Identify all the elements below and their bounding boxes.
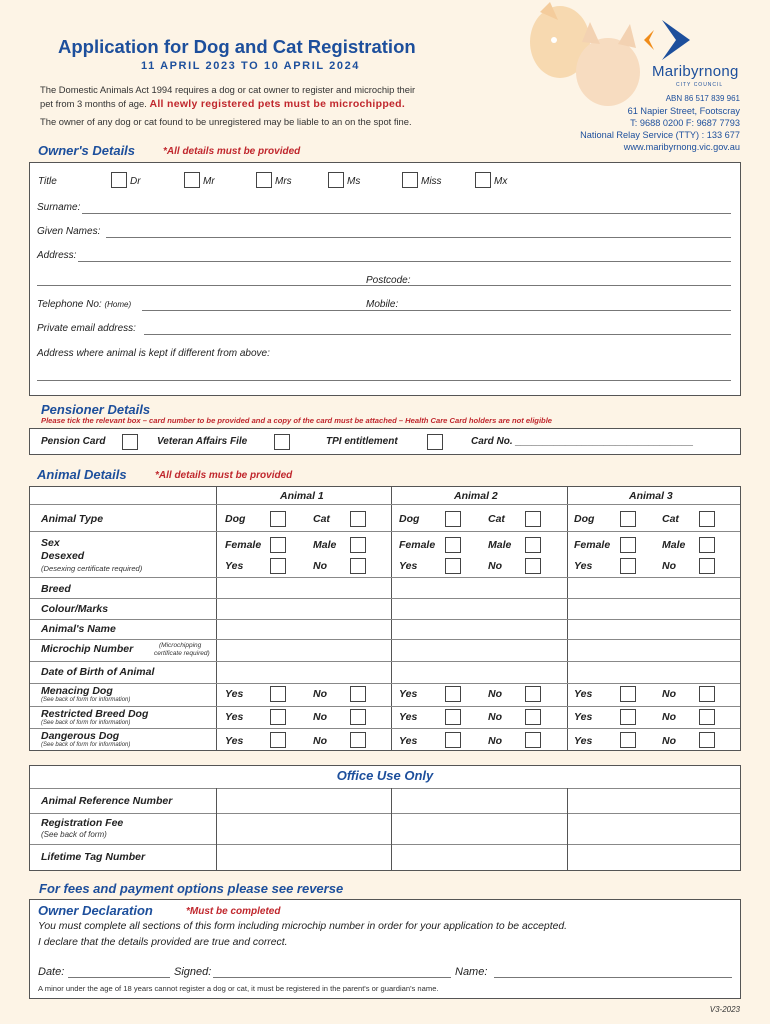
restricted-breed-label: Restricted Breed Dog — [41, 708, 149, 720]
title-ms-label: Ms — [347, 176, 361, 187]
name-label: Name: — [455, 966, 488, 978]
date-label: Date: — [38, 966, 65, 978]
address-field[interactable] — [78, 261, 731, 262]
animal-2-male-checkbox[interactable] — [525, 537, 541, 553]
declaration-line-2: I declare that the details provided are true and correct. — [38, 937, 288, 948]
microchip-label: Microchip Number — [41, 643, 134, 655]
animal-3-dog-checkbox[interactable] — [620, 511, 636, 527]
row-divider — [30, 706, 740, 707]
animal-1-restricted-no-checkbox[interactable] — [350, 709, 366, 725]
office-use-title: Office Use Only — [336, 768, 434, 783]
animal-2-dangerous-yes-checkbox[interactable] — [445, 732, 461, 748]
title-miss-checkbox[interactable] — [402, 172, 418, 188]
surname-field[interactable] — [82, 213, 731, 214]
animal-1-dangerous-yes-checkbox[interactable] — [270, 732, 286, 748]
row-divider — [30, 788, 740, 789]
animal-2-menacing-yes-label: Yes — [399, 688, 418, 700]
registration-period: 11 APRIL 2023 TO 10 APRIL 2024 — [141, 60, 361, 72]
microchip-hint-1: (Microchipping — [159, 642, 202, 649]
sex-label: Sex — [41, 537, 60, 549]
menacing-dog-label: Menacing Dog — [41, 685, 113, 697]
animal-section-title: Animal Details — [37, 467, 127, 482]
address-line-2-field[interactable] — [37, 285, 731, 286]
animal-3-male-checkbox[interactable] — [699, 537, 715, 553]
animal-1-menacing-no-label: No — [313, 688, 327, 700]
animal-2-menacing-yes-checkbox[interactable] — [445, 686, 461, 702]
animal-3-dangerous-yes-checkbox[interactable] — [620, 732, 636, 748]
council-website[interactable]: www.maribyrnong.vic.gov.au — [623, 142, 740, 152]
animal-2-desexed-yes-label: Yes — [399, 560, 418, 572]
pension-card-checkbox[interactable] — [122, 434, 138, 450]
council-name: Maribyrnong — [652, 63, 739, 80]
owner-section-note: *All details must be provided — [163, 146, 301, 157]
title-dr-label: Dr — [130, 176, 141, 187]
animal-3-menacing-yes-checkbox[interactable] — [620, 686, 636, 702]
column-divider — [216, 788, 217, 870]
animal-1-menacing-yes-checkbox[interactable] — [270, 686, 286, 702]
address-label: Address: — [37, 250, 77, 261]
title-mr-label: Mr — [203, 176, 215, 187]
animal-2-restricted-no-label: No — [488, 711, 502, 723]
intro-text-3: The owner of any dog or cat found to be unregistered may be liable to an on the spot fine. — [40, 116, 412, 127]
email-label: Private email address: — [37, 323, 136, 334]
pensioner-note: Please tick the relevant box – card number to be provided and a copy of the card must be attached – Health Care Card holders are not eligible — [41, 416, 553, 425]
surname-label: Surname: — [37, 202, 81, 213]
telephone-field[interactable] — [142, 310, 731, 311]
animal-2-menacing-no-checkbox[interactable] — [525, 686, 541, 702]
animal-1-cat-checkbox[interactable] — [350, 511, 366, 527]
animal-3-restricted-no-checkbox[interactable] — [699, 709, 715, 725]
animal-reference-label: Animal Reference Number — [41, 795, 173, 807]
animal-1-desexed-yes-checkbox[interactable] — [270, 558, 286, 574]
title-mx-checkbox[interactable] — [475, 172, 491, 188]
restricted-breed-hint: (See back of form for information) — [41, 720, 131, 726]
animal-2-cat-label: Cat — [488, 513, 505, 525]
row-divider — [30, 577, 740, 578]
animal-3-desexed-no-label: No — [662, 560, 676, 572]
name-field[interactable] — [494, 977, 732, 978]
owner-section-title: Owner's Details — [38, 143, 136, 158]
column-divider — [391, 788, 392, 870]
alt-address-field[interactable] — [37, 380, 731, 381]
animal-name-label: Animal's Name — [41, 623, 116, 635]
declaration-line-1: You must complete all sections of this form including microchip number in order for your application to be accepted. — [38, 921, 568, 932]
email-field[interactable] — [144, 334, 731, 335]
animal-2-male-label: Male — [488, 539, 512, 551]
animal-1-female-label: Female — [225, 539, 262, 551]
form-version: V3-2023 — [709, 1005, 740, 1014]
title-mx-label: Mx — [494, 176, 508, 187]
row-divider — [30, 813, 740, 814]
row-divider — [30, 844, 740, 845]
date-field[interactable] — [68, 977, 170, 978]
intro-text-2-prefix: pet from 3 months of age. — [40, 98, 147, 109]
row-divider — [30, 531, 740, 532]
animal-3-menacing-yes-label: Yes — [574, 688, 593, 700]
animal-details-table — [29, 486, 741, 751]
dangerous-dog-hint: (See back of form for information) — [41, 742, 131, 748]
animal-2-female-checkbox[interactable] — [445, 537, 461, 553]
animal-3-menacing-no-label: No — [662, 688, 676, 700]
declaration-note: *Must be completed — [186, 906, 281, 917]
postcode-label: Postcode: — [366, 275, 411, 286]
animal-1-male-label: Male — [313, 539, 337, 551]
title-ms-checkbox[interactable] — [328, 172, 344, 188]
row-divider — [30, 598, 740, 599]
title-mrs-checkbox[interactable] — [256, 172, 272, 188]
council-relay: National Relay Service (TTY) : 133 677 — [580, 130, 740, 140]
animal-section-note: *All details must be provided — [155, 470, 293, 481]
animal-2-restricted-yes-label: Yes — [399, 711, 418, 723]
animal-1-dog-checkbox[interactable] — [270, 511, 286, 527]
column-divider — [567, 788, 568, 870]
signature-field[interactable] — [213, 977, 451, 978]
animal-2-menacing-no-label: No — [488, 688, 502, 700]
animal-2-dangerous-yes-label: Yes — [399, 735, 418, 747]
animal-3-menacing-no-checkbox[interactable] — [699, 686, 715, 702]
pensioner-section-title: Pensioner Details — [41, 402, 151, 417]
given-names-field[interactable] — [106, 237, 731, 238]
animal-3-female-checkbox[interactable] — [620, 537, 636, 553]
animal-2-dangerous-no-label: No — [488, 735, 502, 747]
veteran-affairs-checkbox[interactable] — [274, 434, 290, 450]
tpi-checkbox[interactable] — [427, 434, 443, 450]
animal-1-dangerous-no-label: No — [313, 735, 327, 747]
registration-fee-hint: (See back of form) — [41, 830, 107, 839]
row-divider — [30, 619, 740, 620]
animal-2-header: Animal 2 — [454, 490, 498, 502]
fees-note: For fees and payment options please see reverse — [39, 881, 344, 896]
title-label: Title — [38, 176, 57, 187]
animal-1-female-checkbox[interactable] — [270, 537, 286, 553]
alt-address-label: Address where animal is kept if different from above: — [37, 348, 270, 359]
animal-2-desexed-yes-checkbox[interactable] — [445, 558, 461, 574]
row-divider — [30, 639, 740, 640]
office-use-panel — [29, 765, 741, 871]
row-divider — [30, 661, 740, 662]
animal-1-restricted-yes-checkbox[interactable] — [270, 709, 286, 725]
animal-3-dangerous-yes-label: Yes — [574, 735, 593, 747]
animal-1-cat-label: Cat — [313, 513, 330, 525]
animal-2-desexed-no-label: No — [488, 560, 502, 572]
breed-label: Breed — [41, 583, 71, 595]
mobile-label: Mobile: — [366, 299, 399, 310]
animal-3-desexed-yes-checkbox[interactable] — [620, 558, 636, 574]
council-abn: ABN 86 517 839 961 — [665, 94, 740, 103]
council-phone: T: 9688 0200 F: 9687 7793 — [630, 118, 740, 128]
animal-2-cat-checkbox[interactable] — [525, 511, 541, 527]
animal-3-dangerous-no-checkbox[interactable] — [699, 732, 715, 748]
animal-1-desexed-yes-label: Yes — [225, 560, 244, 572]
animal-3-cat-label: Cat — [662, 513, 679, 525]
microchip-warning: All newly registered pets must be microchipped. — [149, 98, 406, 110]
title-dr-checkbox[interactable] — [111, 172, 127, 188]
desexed-hint: (Desexing certificate required) — [41, 564, 143, 573]
pension-card-label: Pension Card — [41, 436, 106, 447]
page-title: Application for Dog and Cat Registration — [58, 36, 416, 57]
animal-2-desexed-no-checkbox[interactable] — [525, 558, 541, 574]
animal-type-label: Animal Type — [41, 513, 104, 525]
animal-3-desexed-no-checkbox[interactable] — [699, 558, 715, 574]
telephone-hint: (Home) — [104, 300, 132, 309]
row-divider — [30, 683, 740, 684]
colour-label: Colour/Marks — [41, 603, 109, 615]
animal-1-dangerous-yes-label: Yes — [225, 735, 244, 747]
council-subtitle: CITY COUNCIL — [676, 82, 724, 88]
title-mr-checkbox[interactable] — [184, 172, 200, 188]
animal-2-dog-checkbox[interactable] — [445, 511, 461, 527]
animal-3-male-label: Male — [662, 539, 686, 551]
animal-1-restricted-no-label: No — [313, 711, 327, 723]
animal-3-female-label: Female — [574, 539, 611, 551]
animal-3-restricted-no-label: No — [662, 711, 676, 723]
animal-1-restricted-yes-label: Yes — [225, 711, 244, 723]
animal-3-dangerous-no-label: No — [662, 735, 676, 747]
row-divider — [30, 504, 740, 505]
menacing-dog-hint: (See back of form for information) — [41, 697, 131, 703]
declaration-title: Owner Declaration — [38, 903, 153, 918]
council-logo-icon — [632, 18, 692, 66]
pets-artwork-icon — [520, 2, 650, 112]
row-divider — [30, 728, 740, 729]
desexed-label: Desexed — [41, 550, 85, 562]
animal-2-restricted-yes-checkbox[interactable] — [445, 709, 461, 725]
intro-text-2 — [40, 98, 405, 110]
animal-2-dog-label: Dog — [399, 513, 420, 525]
animal-1-desexed-no-checkbox[interactable] — [350, 558, 366, 574]
intro-text-1: The Domestic Animals Act 1994 requires a dog or cat owner to register and microchip their — [40, 84, 416, 95]
animal-1-desexed-no-label: No — [313, 560, 327, 572]
telephone-label — [37, 299, 131, 310]
animal-3-cat-checkbox[interactable] — [699, 511, 715, 527]
microchip-hint-2: certificate required) — [154, 650, 210, 657]
animal-2-restricted-no-checkbox[interactable] — [525, 709, 541, 725]
title-miss-label: Miss — [421, 176, 442, 187]
animal-1-menacing-no-checkbox[interactable] — [350, 686, 366, 702]
animal-1-header: Animal 1 — [280, 490, 324, 502]
given-names-label: Given Names: — [37, 226, 101, 237]
animal-2-female-label: Female — [399, 539, 436, 551]
animal-2-dangerous-no-checkbox[interactable] — [525, 732, 541, 748]
signed-label: Signed: — [174, 966, 212, 978]
animal-3-header: Animal 3 — [629, 490, 673, 502]
animal-3-desexed-yes-label: Yes — [574, 560, 593, 572]
animal-1-dangerous-no-checkbox[interactable] — [350, 732, 366, 748]
minor-notice: A minor under the age of 18 years cannot register a dog or cat, it must be registered in the parent's or guardian's name. — [38, 984, 439, 993]
card-number-field[interactable]: Card No. ________________________________ — [471, 436, 694, 447]
animal-1-menacing-yes-label: Yes — [225, 688, 244, 700]
registration-fee-label: Registration Fee — [41, 817, 124, 829]
animal-1-male-checkbox[interactable] — [350, 537, 366, 553]
lifetime-tag-label: Lifetime Tag Number — [41, 851, 146, 863]
animal-1-dog-label: Dog — [225, 513, 246, 525]
dob-label: Date of Birth of Animal — [41, 666, 155, 678]
title-mrs-label: Mrs — [275, 176, 292, 187]
council-address: 61 Napier Street, Footscray — [627, 106, 740, 116]
telephone-label-text: Telephone No: — [37, 299, 102, 310]
animal-3-restricted-yes-label: Yes — [574, 711, 593, 723]
owner-details-panel — [29, 162, 741, 396]
tpi-label: TPI entitlement — [326, 436, 398, 447]
owner-declaration-panel — [29, 899, 741, 999]
animal-3-dog-label: Dog — [574, 513, 595, 525]
dangerous-dog-label: Dangerous Dog — [41, 730, 120, 742]
pensioner-panel — [29, 428, 741, 455]
animal-3-restricted-yes-checkbox[interactable] — [620, 709, 636, 725]
veteran-affairs-label: Veteran Affairs File — [157, 436, 248, 447]
